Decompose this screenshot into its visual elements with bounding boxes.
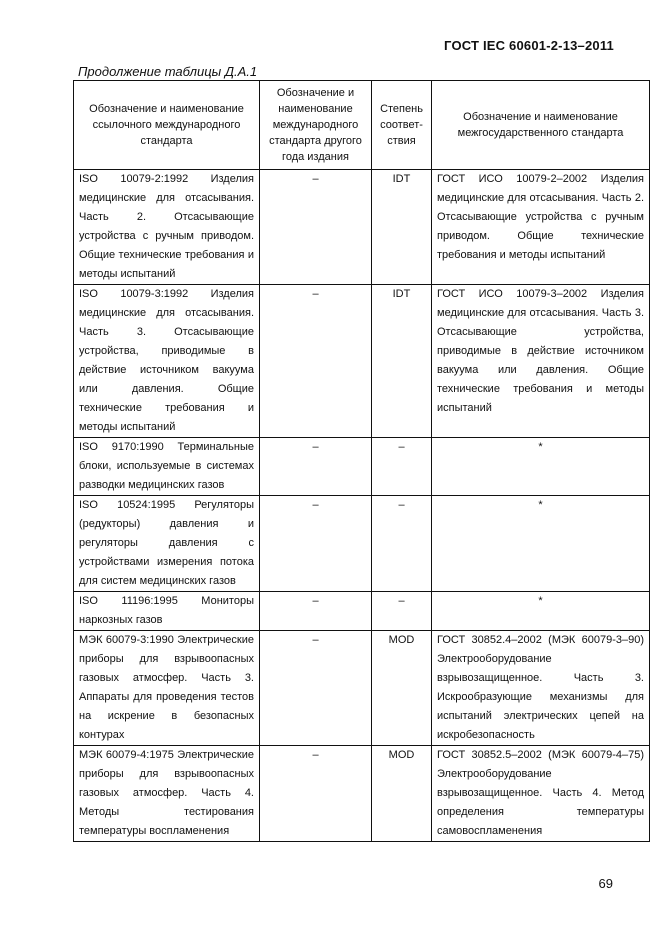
- cell-degree: IDT: [372, 285, 432, 438]
- cell-reference-standard: МЭК 60079-4:1975 Электрические приборы для взрывоопасных газовых атмосфер. Часть 4. Методы тестирования температуры воспламенения: [74, 746, 260, 842]
- cell-other-year-standard: –: [260, 496, 372, 592]
- cell-degree: –: [372, 592, 432, 631]
- cell-interstate-standard: *: [432, 496, 650, 592]
- table-row: [74, 631, 650, 746]
- table-row: [74, 592, 650, 631]
- cell-reference-standard: ISO 11196:1995 Мониторы наркозных газов: [74, 592, 260, 631]
- cell-reference-standard: МЭК 60079-3:1990 Электрические приборы для взрывоопасных газовых атмосфер. Часть 3. Аппараты для проведения тестов на искрение в безопасных контурах: [74, 631, 260, 746]
- table-continuation-caption: Продолжение таблицы Д.А.1: [78, 64, 258, 79]
- table-row: [74, 496, 650, 592]
- column-header-degree: Степень соответ-ствия: [372, 81, 432, 170]
- column-header-other-year: Обозначение и наименование международного стандарта другого года издания: [260, 81, 372, 170]
- cell-degree: MOD: [372, 631, 432, 746]
- cell-reference-standard: ISO 10524:1995 Регуляторы (редукторы) давления и регуляторы давления с устройствами измерения потока для систем медицинских газов: [74, 496, 260, 592]
- cell-interstate-standard: ГОСТ 30852.4–2002 (МЭК 60079-3–90) Электрооборудование взрывозащищенное. Часть 3. Искрообразующие механизмы для испытаний электрических цепей на искробезопасность: [432, 631, 650, 746]
- cell-reference-standard: ISO 10079-2:1992 Изделия медицинские для отсасывания. Часть 2. Отсасывающие устройства с ручным приводом. Общие технические требования и методы испытаний: [74, 170, 260, 285]
- cell-interstate-standard: ГОСТ 30852.5–2002 (МЭК 60079-4–75) Электрооборудование взрывозащищенное. Часть 4. Метод определения температуры самовоспламенения: [432, 746, 650, 842]
- document-code: ГОСТ IEC 60601-2-13–2011: [444, 38, 614, 53]
- cell-degree: –: [372, 496, 432, 592]
- cell-degree: –: [372, 438, 432, 496]
- cell-interstate-standard: *: [432, 592, 650, 631]
- table-row: [74, 438, 650, 496]
- cell-other-year-standard: –: [260, 438, 372, 496]
- page-number: 69: [598, 876, 613, 891]
- cell-other-year-standard: –: [260, 285, 372, 438]
- table-row: [74, 746, 650, 842]
- cell-degree: MOD: [372, 746, 432, 842]
- cell-interstate-standard: ГОСТ ИСО 10079-3–2002 Изделия медицинские для отсасывания. Часть 3. Отсасывающие устройства, приводимые в действие источником вакуума или давления. Общие технические требования и методы испытаний: [432, 285, 650, 438]
- cell-other-year-standard: –: [260, 631, 372, 746]
- column-header-interstate: Обозначение и наименование межгосударственного стандарта: [432, 81, 650, 170]
- cell-other-year-standard: –: [260, 746, 372, 842]
- table-header-row: [74, 81, 650, 170]
- cell-interstate-standard: ГОСТ ИСО 10079-2–2002 Изделия медицинские для отсасывания. Часть 2. Отсасывающие устройства с ручным приводом. Общие технические требования и методы испытаний: [432, 170, 650, 285]
- cell-degree: IDT: [372, 170, 432, 285]
- table-row: [74, 170, 650, 285]
- cell-other-year-standard: –: [260, 592, 372, 631]
- cell-reference-standard: ISO 10079-3:1992 Изделия медицинские для отсасывания. Часть 3. Отсасывающие устройства, приводимые в действие источником вакуума или давления. Общие технические требования и методы испытаний: [74, 285, 260, 438]
- cell-other-year-standard: –: [260, 170, 372, 285]
- standards-table: [73, 80, 650, 842]
- cell-interstate-standard: *: [432, 438, 650, 496]
- table-row: [74, 285, 650, 438]
- cell-reference-standard: ISO 9170:1990 Терминальные блоки, используемые в системах разводки медицинских газов: [74, 438, 260, 496]
- column-header-reference: Обозначение и наименование ссылочного международного стандарта: [74, 81, 260, 170]
